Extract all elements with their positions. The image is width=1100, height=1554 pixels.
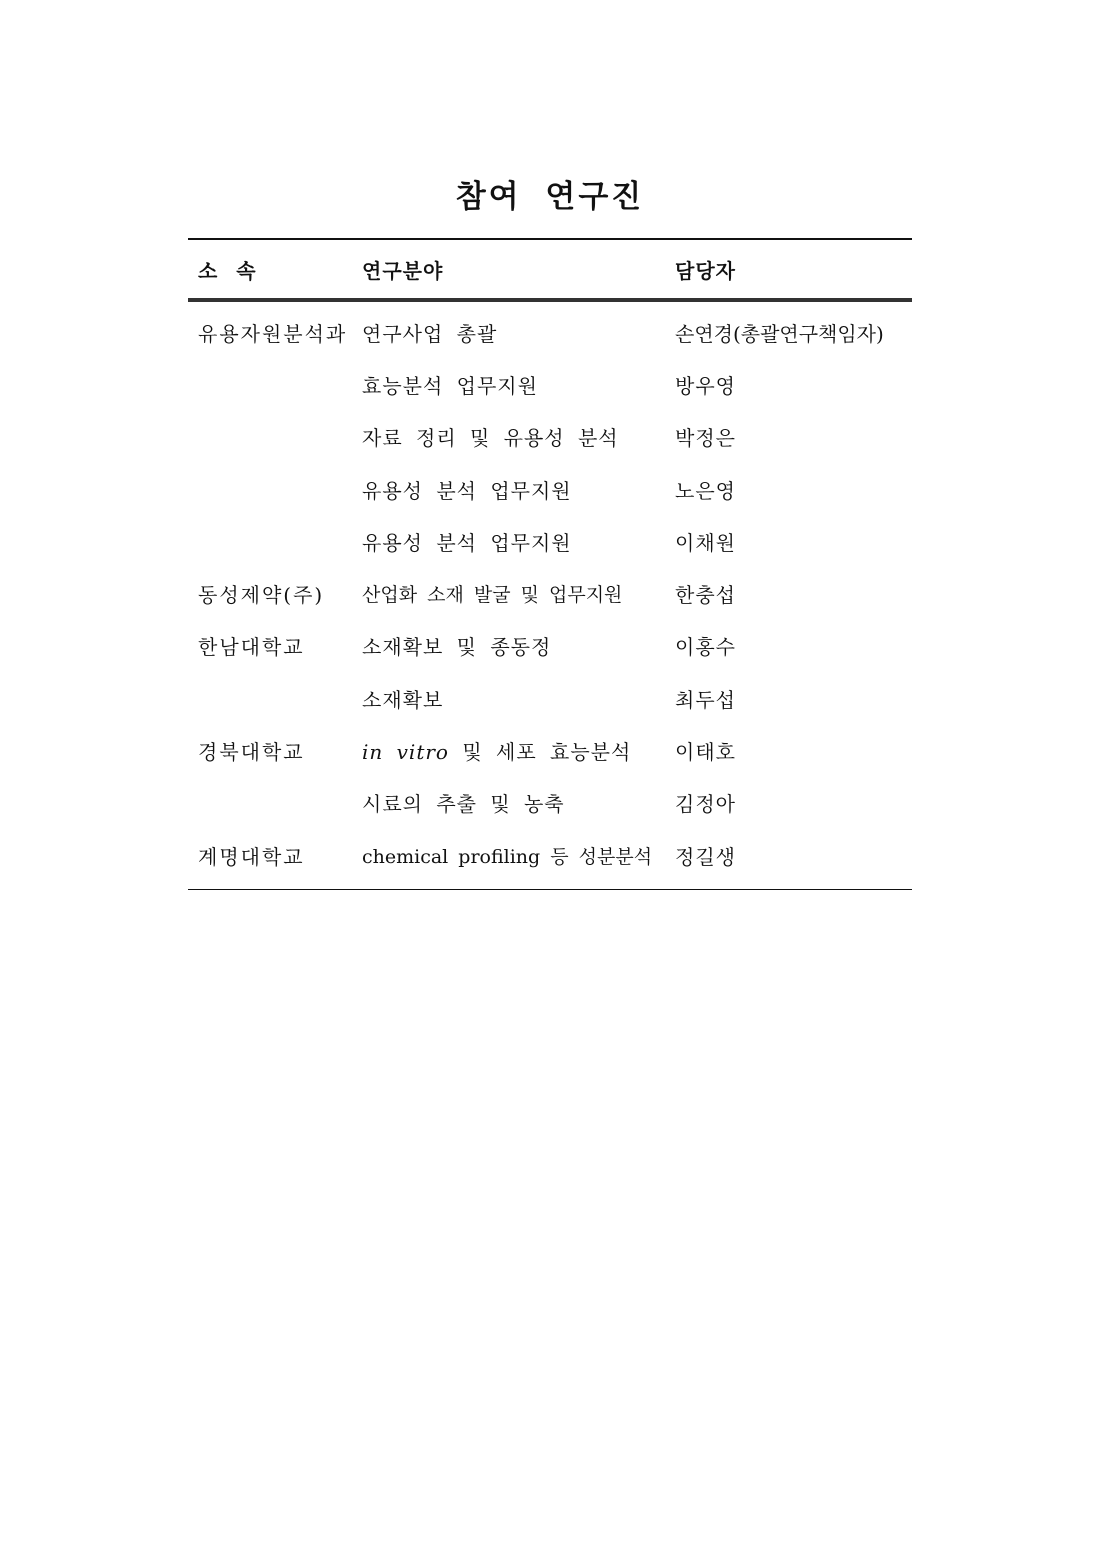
person-cell: 최두섭 <box>675 687 736 712</box>
person-cell: 정길생 <box>675 844 736 869</box>
research-field-text: 소재확보 <box>362 687 444 712</box>
research-field-cell <box>362 684 675 713</box>
person-cell: 방우영 <box>675 373 736 398</box>
person-cell: 이태호 <box>675 740 736 765</box>
header-affiliation: 소 속 <box>198 258 258 283</box>
person-cell: 한충섭 <box>675 583 736 608</box>
table-body <box>188 302 912 889</box>
research-field-cell <box>362 580 675 607</box>
research-field-cell <box>362 318 675 347</box>
research-field-cell <box>362 631 675 660</box>
research-field-cell <box>362 475 675 504</box>
person-cell: 김정아 <box>675 792 736 817</box>
table-row <box>188 829 912 881</box>
table-row <box>188 411 912 463</box>
research-field-cell <box>362 736 675 765</box>
table-bottom-rule <box>188 889 912 890</box>
person-cell: 손연경(총괄연구책임자) <box>675 321 884 346</box>
affiliation-cell: 유용자원분석과 <box>198 321 348 346</box>
research-field-text: 자료 정리 및 유용성 분석 <box>362 426 619 451</box>
research-field-text: 유용성 분석 업무지원 <box>362 478 572 503</box>
affiliation-cell: 계명대학교 <box>198 844 305 869</box>
research-field-text: 소재확보 및 종동정 <box>362 635 552 660</box>
research-staff-table <box>188 238 912 890</box>
person-cell: 이홍수 <box>675 635 736 660</box>
affiliation-cell: 경북대학교 <box>198 740 305 765</box>
person-cell: 이채원 <box>675 530 736 555</box>
research-field-italic: in vitro <box>362 740 449 765</box>
research-field-text: 효능분석 업무지원 <box>362 373 538 398</box>
research-field-cell <box>362 842 675 869</box>
research-field-text: 연구사업 총괄 <box>362 321 498 346</box>
table-row <box>188 777 912 829</box>
person-cell: 박정은 <box>675 426 736 451</box>
research-field-cell <box>362 370 675 399</box>
header-research-field: 연구분야 <box>362 258 444 283</box>
research-field-text: 유용성 분석 업무지원 <box>362 530 572 555</box>
research-field-text: chemical profiling 등 성분분석 <box>362 845 653 868</box>
header-person-in-charge: 담당자 <box>675 258 736 283</box>
affiliation-cell: 한남대학교 <box>198 635 305 660</box>
research-field-cell <box>362 788 675 817</box>
research-field-text: 산업화 소재 발굴 및 업무지원 <box>362 584 623 607</box>
table-row <box>188 463 912 515</box>
table-row <box>188 515 912 567</box>
research-field-cell <box>362 527 675 556</box>
table-row <box>188 306 912 358</box>
table-header-row <box>188 240 912 298</box>
table-row <box>188 724 912 776</box>
affiliation-cell: 동성제약(주) <box>198 583 325 608</box>
page-title: 참여 연구진 <box>455 179 645 215</box>
research-field-text: 시료의 추출 및 농축 <box>362 792 565 817</box>
person-cell: 노은영 <box>675 478 736 503</box>
table-row <box>188 358 912 410</box>
research-field-cell <box>362 422 675 451</box>
table-row <box>188 672 912 724</box>
research-field-text: 및 세포 효능분석 <box>448 740 632 765</box>
table-row <box>188 567 912 619</box>
table-row <box>188 620 912 672</box>
